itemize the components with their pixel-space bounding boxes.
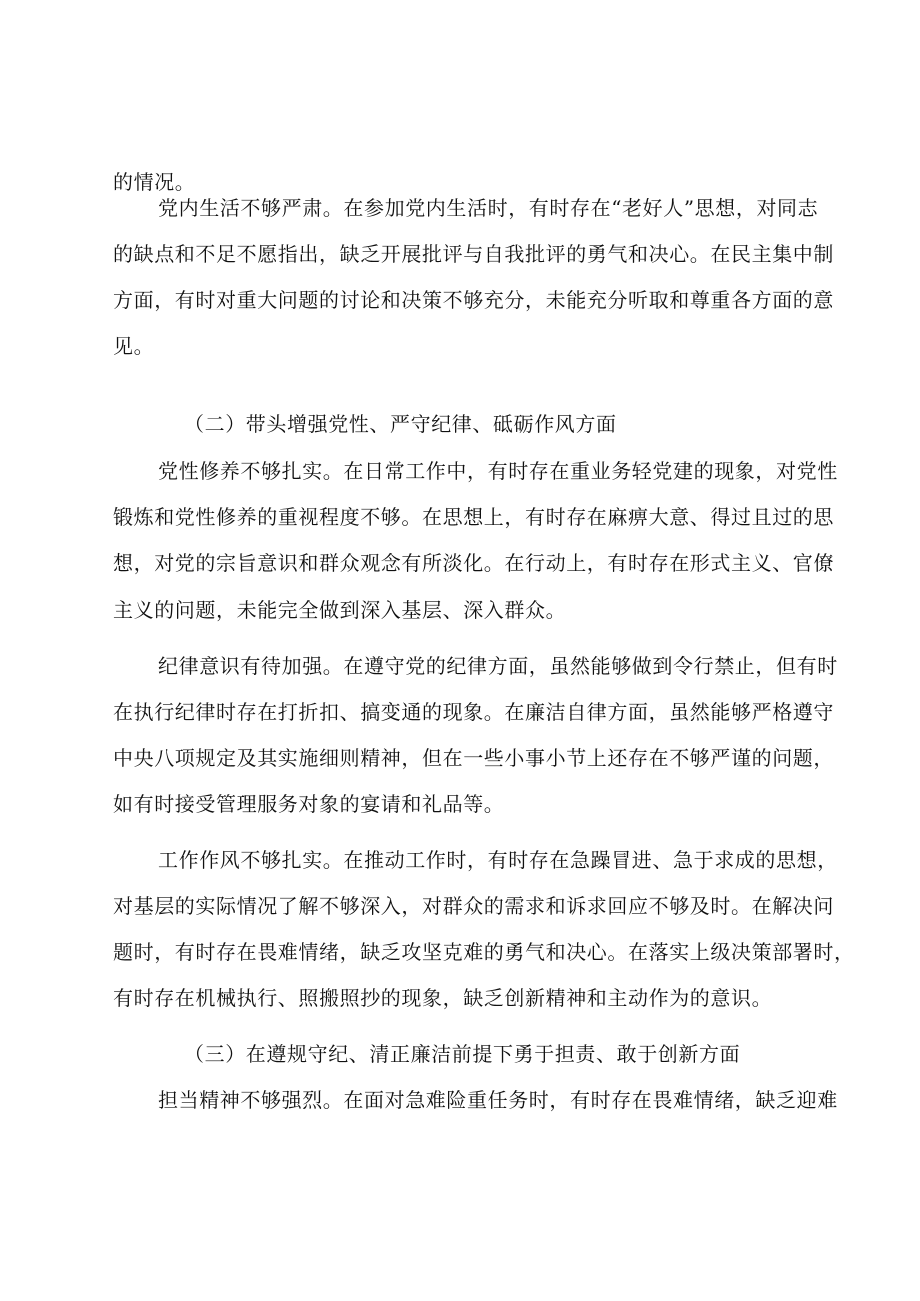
section-heading: （三）在遵规守纪、清正廉洁前提下勇于担责、敢于创新方面: [184, 1042, 741, 1066]
section-heading: （二）带头增强党性、严守纪律、砥砺作风方面: [184, 412, 617, 436]
text-line: 中央八项规定及其实施细则精神，但在一些小事小节上还存在不够严谨的问题，: [113, 746, 834, 770]
text-line: 方面，有时对重大问题的讨论和决策不够充分，未能充分听取和尊重各方面的意: [113, 288, 834, 312]
text-line: 的缺点和不足不愿指出，缺乏开展批评与自我批评的勇气和决心。在民主集中制: [113, 242, 834, 266]
text-line: 主义的问题，未能完全做到深入基层、深入群众。: [113, 598, 567, 622]
paragraph-first-line: 纪律意识有待加强。在遵守党的纪律方面，虽然能够做到令行禁止，但有时: [158, 654, 838, 678]
text-line: 有时存在机械执行、照搬照抄的现象，缺乏创新精神和主动作为的意识。: [113, 986, 773, 1010]
paragraph-first-line: 党内生活不够严肃。在参加党内生活时，有时存在“老好人”思想，对同志: [158, 196, 819, 220]
paragraph-first-line: 党性修养不够扎实。在日常工作中，有时存在重业务轻党建的现象，对党性: [158, 459, 838, 483]
paragraph-first-line: 担当精神不够强烈。在面对急难险重任务时，有时存在畏难情绪，缺乏迎难: [158, 1088, 838, 1112]
text-line: 的情况。: [113, 170, 196, 194]
paragraph-first-line: 工作作风不够扎实。在推动工作时，有时存在急躁冒进、急于求成的思想，: [158, 848, 838, 872]
text-line: 题时，有时存在畏难情绪，缺乏攻坚克难的勇气和决心。在落实上级决策部署时，: [113, 940, 855, 964]
text-line: 见。: [113, 334, 155, 358]
text-line: 对基层的实际情况了解不够深入，对群众的需求和诉求回应不够及时。在解决问: [113, 894, 834, 918]
text-line: 想，对党的宗旨意识和群众观念有所淡化。在行动上，有时存在形式主义、官僚: [113, 551, 834, 575]
text-line: 在执行纪律时存在打折扣、搞变通的现象。在廉洁自律方面，虽然能够严格遵守: [113, 700, 834, 724]
text-line: 锻炼和党性修养的重视程度不够。在思想上，有时存在麻痹大意、得过且过的思: [113, 505, 834, 529]
text-line: 如有时接受管理服务对象的宴请和礼品等。: [113, 792, 505, 816]
